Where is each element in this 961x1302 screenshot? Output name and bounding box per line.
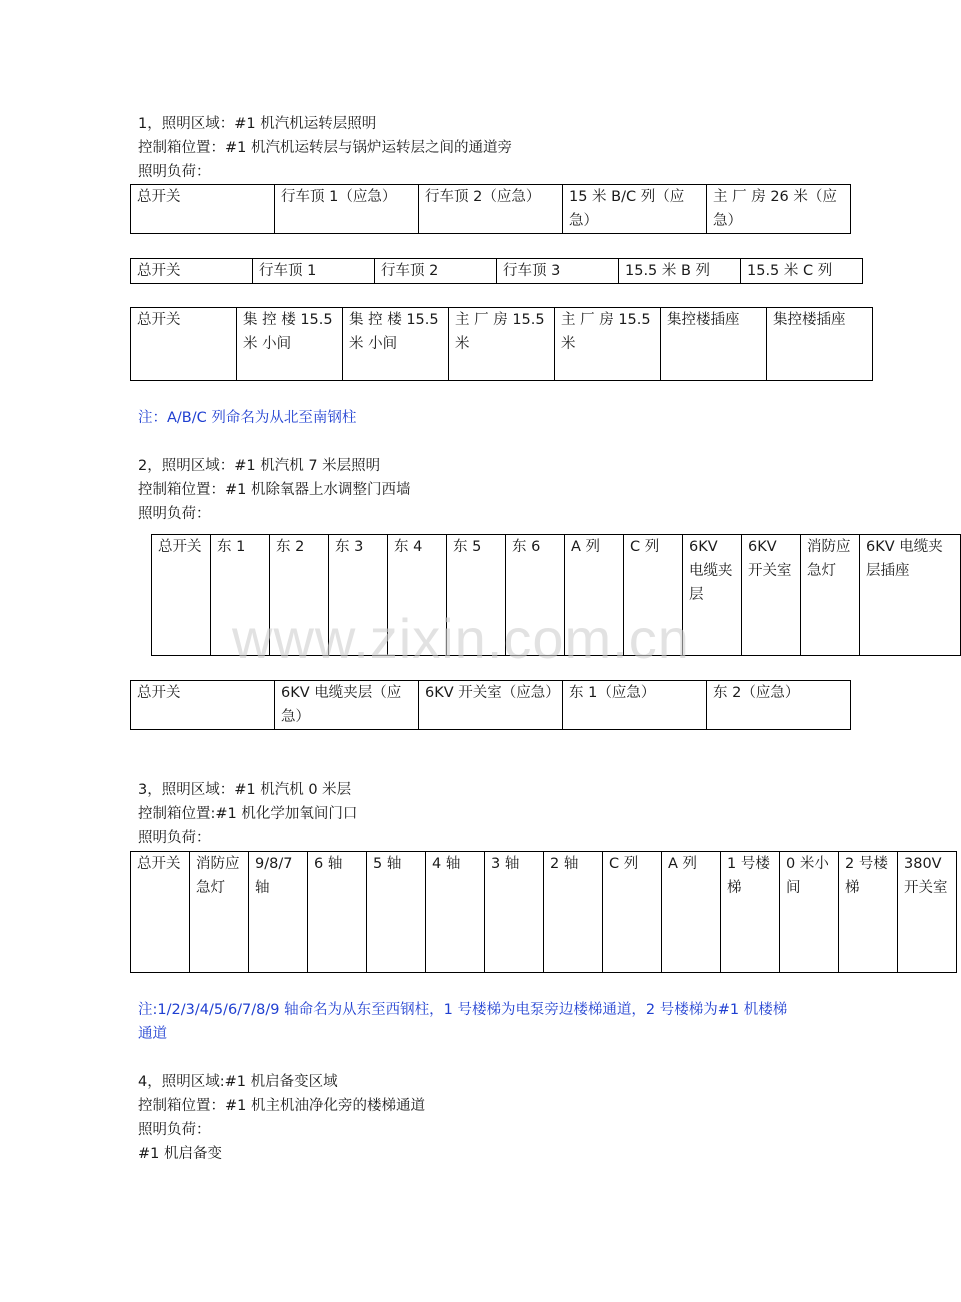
table-cell: A 列: [662, 852, 721, 973]
table-cell: 9/8/7 轴: [249, 852, 308, 973]
table-cell: 15.5 米 C 列: [741, 259, 863, 284]
section-3-note: 注:1/2/3/4/5/6/7/8/9 轴命名为从东至西钢柱，1 号楼梯为电泵旁边楼梯通道，2 号楼梯为#1 机楼梯通道: [138, 1002, 788, 1042]
table-cell: 6 轴: [308, 852, 367, 973]
table-cell: 380V 开关室: [898, 852, 957, 973]
section-3-location: 控制箱位置:#1 机化学加氧间门口: [138, 806, 358, 822]
section-1-table-2: [130, 258, 863, 284]
table-cell: 东 5: [447, 535, 506, 656]
section-4-location: 控制箱位置：#1 机主机油净化旁的楼梯通道: [138, 1098, 425, 1114]
table-cell: 行车顶 2（应急）: [419, 185, 563, 234]
table-cell: C 列: [624, 535, 683, 656]
table-cell: 集控楼插座: [661, 308, 767, 381]
table-cell: 集控楼插座: [767, 308, 873, 381]
section-2-table-2: [130, 680, 851, 730]
table-cell: 2 号楼梯: [839, 852, 898, 973]
table-row: [131, 681, 851, 730]
table-cell: 5 轴: [367, 852, 426, 973]
table-cell: 6KV 开关室（应急）: [419, 681, 563, 730]
section-1-table-1: [130, 184, 851, 234]
table-cell: 6KV 电缆夹层插座: [860, 535, 961, 656]
watermark: www.zixin.com.cn: [232, 607, 690, 670]
table-cell: 东 2（应急）: [707, 681, 851, 730]
table-cell: 东 6: [506, 535, 565, 656]
table-cell: 6KV 电缆夹层: [683, 535, 742, 656]
table-row: [131, 185, 851, 234]
section-3-title: 3，照明区域：#1 机汽机 0 米层: [138, 782, 352, 798]
table-cell: 行车顶 1: [253, 259, 375, 284]
section-1-title: 1，照明区域：#1 机汽机运转层照明: [138, 116, 377, 132]
table-cell: 东 2: [270, 535, 329, 656]
table-cell: 主 厂 房 15.5 米: [449, 308, 555, 381]
section-2-title: 2，照明区域：#1 机汽机 7 米层照明: [138, 458, 381, 474]
table-cell: A 列: [565, 535, 624, 656]
table-cell: 东 3: [329, 535, 388, 656]
section-1-load-label: 照明负荷：: [138, 164, 211, 180]
table-cell: 2 轴: [544, 852, 603, 973]
table-cell: 4 轴: [426, 852, 485, 973]
table-cell: 主 厂 房 26 米（应急）: [707, 185, 851, 234]
table-cell: 总开关: [131, 681, 275, 730]
section-3-load-label: 照明负荷：: [138, 830, 211, 846]
section-3-table-1: [130, 851, 957, 973]
table-cell: 东 4: [388, 535, 447, 656]
table-cell: 0 米小间: [780, 852, 839, 973]
section-4-load-label: 照明负荷：: [138, 1122, 211, 1138]
table-cell: 消防应急灯: [801, 535, 860, 656]
table-cell: 总开关: [152, 535, 211, 656]
table-cell: 15 米 B/C 列（应急）: [563, 185, 707, 234]
table-cell: 总开关: [131, 185, 275, 234]
table-cell: 行车顶 1（应急）: [275, 185, 419, 234]
table-row: [131, 308, 873, 381]
table-cell: 行车顶 3: [497, 259, 619, 284]
table-cell: 集 控 楼 15.5 米 小间: [237, 308, 343, 381]
section-2-location: 控制箱位置：#1 机除氧器上水调整门西墙: [138, 482, 411, 498]
section-1-table-3: [130, 307, 873, 381]
table-cell: 1 号楼梯: [721, 852, 780, 973]
table-cell: 总开关: [131, 308, 237, 381]
table-cell: 主 厂 房 15.5 米: [555, 308, 661, 381]
table-cell: 3 轴: [485, 852, 544, 973]
table-cell: 6KV 电缆夹层（应急）: [275, 681, 419, 730]
table-row: [131, 259, 863, 284]
table-cell: 行车顶 2: [375, 259, 497, 284]
section-4-title: 4，照明区域:#1 机启备变区域: [138, 1074, 338, 1090]
table-cell: 东 1（应急）: [563, 681, 707, 730]
table-cell: 总开关: [131, 852, 190, 973]
table-cell: C 列: [603, 852, 662, 973]
table-cell: 总开关: [131, 259, 253, 284]
section-2-load-label: 照明负荷：: [138, 506, 211, 522]
section-1-note: 注：A/B/C 列命名为从北至南钢柱: [138, 410, 357, 426]
table-cell: 15.5 米 B 列: [619, 259, 741, 284]
table-cell: 消防应急灯: [190, 852, 249, 973]
table-row: [131, 852, 957, 973]
table-cell: 东 1: [211, 535, 270, 656]
table-cell: 6KV 开关室: [742, 535, 801, 656]
section-1-location: 控制箱位置：#1 机汽机运转层与锅炉运转层之间的通道旁: [138, 140, 512, 156]
table-cell: 集 控 楼 15.5 米 小间: [343, 308, 449, 381]
section-4-extra: #1 机启备变: [138, 1146, 222, 1162]
